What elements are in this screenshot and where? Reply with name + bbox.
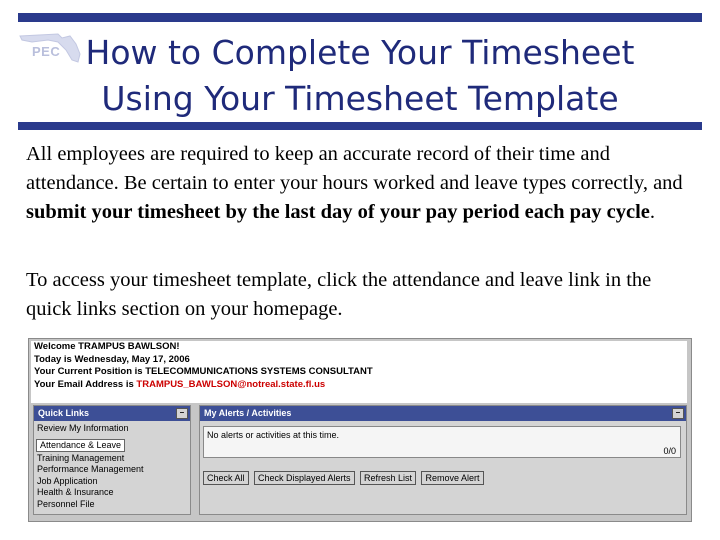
quick-links-header: [34, 406, 190, 421]
quick-link-review-info[interactable]: Review My Information: [37, 423, 129, 433]
quick-link-health-insurance[interactable]: Health & Insurance: [37, 487, 114, 497]
position-line: Your Current Position is TELECOMMUNICATIONS SYSTEMS CONSULTANT: [34, 366, 373, 377]
quick-link-job-application[interactable]: Job Application: [37, 475, 98, 486]
quick-link-attendance-leave[interactable]: Attendance & Leave: [36, 439, 125, 453]
quick-link-personnel-file[interactable]: Personnel File: [37, 498, 95, 509]
check-all-button[interactable]: Check All: [203, 471, 249, 485]
minimize-icon[interactable]: –: [672, 408, 684, 419]
title-line-2: Using Your Timesheet Template: [101, 79, 619, 118]
email-label: Your Email Address is: [34, 378, 137, 390]
welcome-box: [31, 341, 687, 403]
alerts-title: My Alerts / Activities: [204, 408, 292, 418]
quick-links-title: Quick Links: [38, 408, 90, 418]
alerts-panel: [199, 405, 687, 515]
welcome-line: Welcome TRAMPUS BAWLSON!: [34, 341, 180, 352]
date-line: Today is Wednesday, May 17, 2006: [34, 353, 190, 365]
quick-links-panel: [33, 405, 191, 515]
alerts-list: [203, 426, 681, 458]
alerts-message: No alerts or activities at this time.: [207, 430, 340, 440]
alerts-count: 0/0: [663, 446, 676, 456]
title-rule: [18, 122, 702, 130]
para1-emphasis: submit your timesheet by the last day of your pay period each pay cycle: [26, 201, 650, 223]
para1-text: All employees are required to keep an accurate record of their time and attendance. Be certain to enter your hours worked and leave types correctly, and: [26, 143, 683, 194]
instruction-paragraph: [26, 140, 694, 227]
check-displayed-alerts-button[interactable]: Check Displayed Alerts: [254, 471, 355, 485]
email-address[interactable]: TRAMPUS_BAWLSON@notreal.state.fl.us: [136, 378, 326, 390]
quick-link-training[interactable]: Training Management: [37, 452, 125, 463]
refresh-list-button[interactable]: Refresh List: [360, 471, 416, 485]
quick-links-list: [34, 421, 190, 510]
title-line-1: How to Complete Your Timesheet: [85, 33, 635, 72]
homepage-screenshot: [28, 338, 692, 522]
alerts-button-row: [203, 468, 485, 486]
email-line: [31, 379, 687, 392]
top-rule: [18, 13, 702, 22]
alerts-header: [200, 406, 686, 421]
minimize-icon[interactable]: –: [176, 408, 188, 419]
access-paragraph: To access your timesheet template, click the attendance and leave link in the quick links section on your homepage.: [26, 269, 652, 320]
para1-end: .: [649, 201, 656, 223]
remove-alert-button[interactable]: Remove Alert: [421, 471, 483, 485]
logo-text: PEC: [32, 44, 61, 59]
page-title: [30, 30, 690, 122]
quick-link-performance[interactable]: Performance Management: [37, 464, 144, 474]
